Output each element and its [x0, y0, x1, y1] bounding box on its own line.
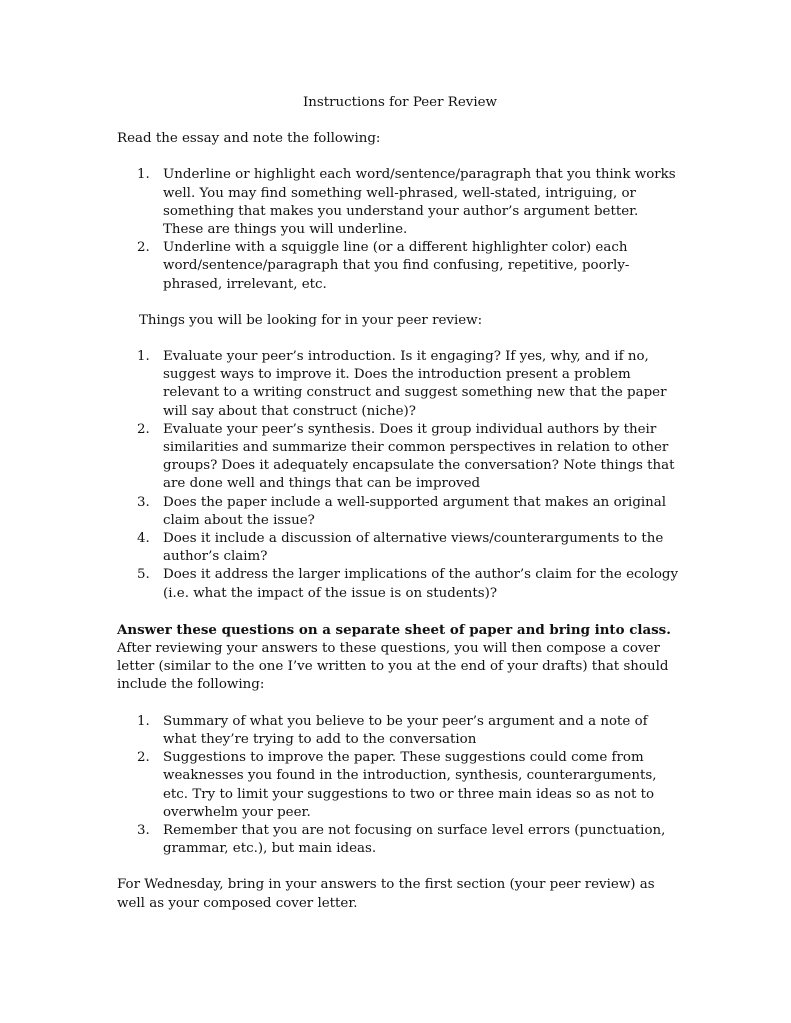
list-item-text: Evaluate your peer’s introduction. Is it engaging? If yes, why, and if no, suggest ways to improve it. Does the introduction present a problem relevant to a writing construct and suggest something new that the paper will say about that construct (niche)? [163, 349, 667, 419]
list-item [117, 566, 681, 602]
list-item-text: Does it include a discussion of alternative views/counterarguments to the author’s claim? [163, 531, 664, 565]
list-number: 1. [137, 349, 150, 365]
list-item-text: Underline with a squiggle line (or a different highlighter color) each word/sentence/paragraph that you find confusing, repetitive, poorly-phrased, irrelevant, etc. [163, 240, 630, 292]
closing-paragraph: For Wednesday, bring in your answers to the first section (your peer review) as well as your composed cover letter. [117, 877, 655, 911]
list-number: 5. [137, 567, 150, 583]
list-number: 3. [137, 494, 150, 510]
list-item [117, 239, 681, 294]
list-number: 2. [137, 240, 150, 256]
list-item-text: Remember that you are not focusing on surface level errors (punctuation, grammar, etc.), but main ideas. [163, 822, 666, 857]
list-item [117, 166, 681, 239]
list-item-text: Does the paper include a well-supported argument that makes an original claim about the issue? [163, 494, 667, 528]
document-page [117, 94, 681, 913]
list-item-text: Underline or highlight each word/sentence/paragraph that you think works well. You may find something well-phrased, well-stated, intriguing, or something that makes you understand your author’s argument better. These are things you will underline. [163, 167, 676, 238]
cover-letter-list [117, 713, 681, 859]
list-item-text: Suggestions to improve the paper. These suggestions could come from weaknesses you found in the introduction, synthesis, counterarguments, etc. Try to limit your suggestions to two or three main ideas so as not to overwhelm your peer. [163, 750, 657, 820]
list-item-text: Does it address the larger implications of the author’s claim for the ecology (i.e. what the impact of the issue is on students)? [163, 567, 679, 601]
answer-paragraph [117, 621, 681, 695]
list-item [117, 348, 681, 421]
page-title: Instructions for Peer Review [302, 95, 497, 110]
list-number: 1. [137, 167, 150, 183]
list-item-text: Summary of what you believe to be your peer’s argument and a note of what they’re trying to add to the conversation [163, 713, 648, 747]
list-number: 1. [137, 713, 150, 729]
intro-text: Read the essay and note the following: [117, 131, 381, 147]
answer-bold-text: Answer these questions on a separate sheet of paper and bring into class. [117, 621, 671, 638]
list-number: 3. [137, 822, 150, 838]
list-number: 2. [137, 421, 150, 437]
reading-instructions-list [117, 166, 681, 293]
review-criteria-list [117, 348, 681, 603]
list-number: 4. [137, 531, 150, 547]
list-number: 2. [137, 750, 150, 766]
list-item [117, 822, 681, 858]
things-heading: Things you will be looking for in your peer review: [139, 312, 483, 328]
answer-rest-text: After reviewing your answers to these questions, you will then compose a cover letter (similar to the one I’ve written to you at the end of your drafts) that should include the following: [117, 641, 669, 693]
list-item [117, 421, 681, 494]
list-item [117, 713, 681, 749]
list-item-text: Evaluate your peer’s synthesis. Does it group individual authors by their similarities and summarize their common perspectives in relation to other groups? Does it adequately encapsulate the conversation? Note things that are done well and things that can be improved [163, 421, 675, 492]
list-item [117, 494, 681, 530]
list-item [117, 749, 681, 822]
list-item [117, 530, 681, 566]
